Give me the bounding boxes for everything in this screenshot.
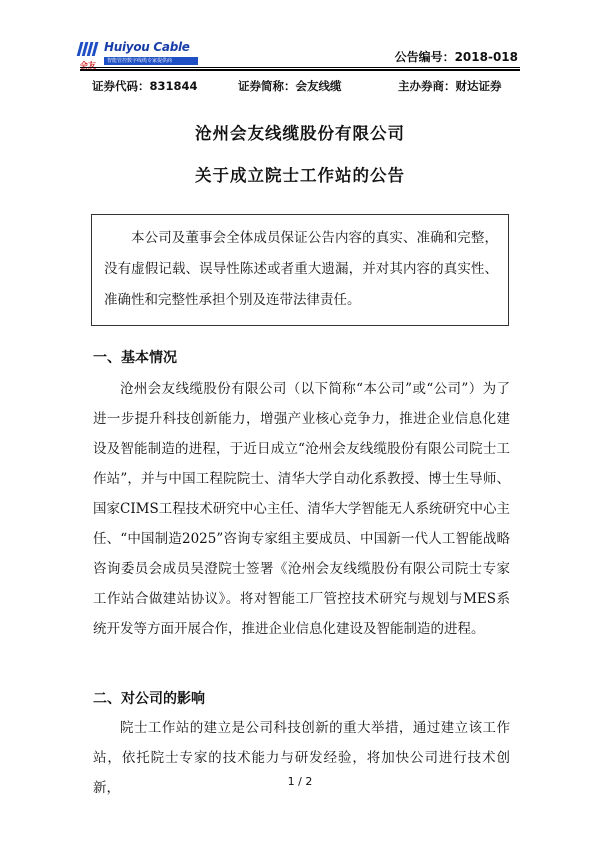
page-number: 1 / 2 (287, 775, 313, 788)
logo-brand: Huiyou Cable (104, 40, 190, 54)
logo-mark-icon (80, 40, 102, 62)
header-rule-thick (80, 69, 520, 71)
company-title: 沧州会友线缆股份有限公司 (195, 124, 405, 143)
announcement-title: 关于成立院士工作站的公告 (195, 166, 405, 185)
declaration-box: 本公司及董事会全体成员保证公告内容的真实、准确和完整，没有虚假记载、误导性陈述或者重大遗漏，并对其内容的真实性、准确性和完整性承担个别及连带法律责任。 (91, 214, 509, 326)
section-heading-impact: 二、对公司的影响 (93, 691, 205, 707)
header-rule-thin (80, 67, 520, 68)
section-body-basic-info: 沧州会友线缆股份有限公司（以下简称“本公司”或“公司”）为了进一步提升科技创新能力，增强产业核心竞争力，推进企业信息化建设及智能制造的进程，于近日成立“沧州会友线缆股份有限公司院士工作站”，并与中国工程院院士、清华大学自动化系教授、博士生导师、国家CIMS工程技术研究中心主任、清华大学智能无人系统研究中心主任、“中国制造2025”咨询专家组主要成员、中国新一代人工智能战略咨询委员会成员吴澄院士签署《沧州会友线缆股份有限公司院士专家工作站合做建站协议》。将对智能工厂管控技术研究与规划与MES系统开发等方面开展合作，推进企业信息化建设及智能制造的进程。 (93, 381, 510, 637)
section-heading-basic-info: 一、基本情况 (93, 350, 177, 366)
stock-name: 证券简称：会友线缆 (238, 79, 342, 93)
logo-tagline-band (104, 57, 198, 65)
company-logo (80, 38, 198, 68)
section-body-impact: 院士工作站的建立是公司科技创新的重大举措，通过建立该工作站，依托院士专家的技术能力与研发经验，将加快公司进行技术创新， (93, 720, 510, 796)
logo-company-short: 会友 (80, 61, 96, 70)
logo-tagline: 智能管控数字线缆专家提供商 (107, 58, 173, 64)
sponsor-broker: 主办券商：财达证券 (398, 79, 502, 93)
stock-code: 证券代码：831844 (92, 79, 198, 93)
notice-number: 公告编号：2018-018 (394, 50, 518, 64)
